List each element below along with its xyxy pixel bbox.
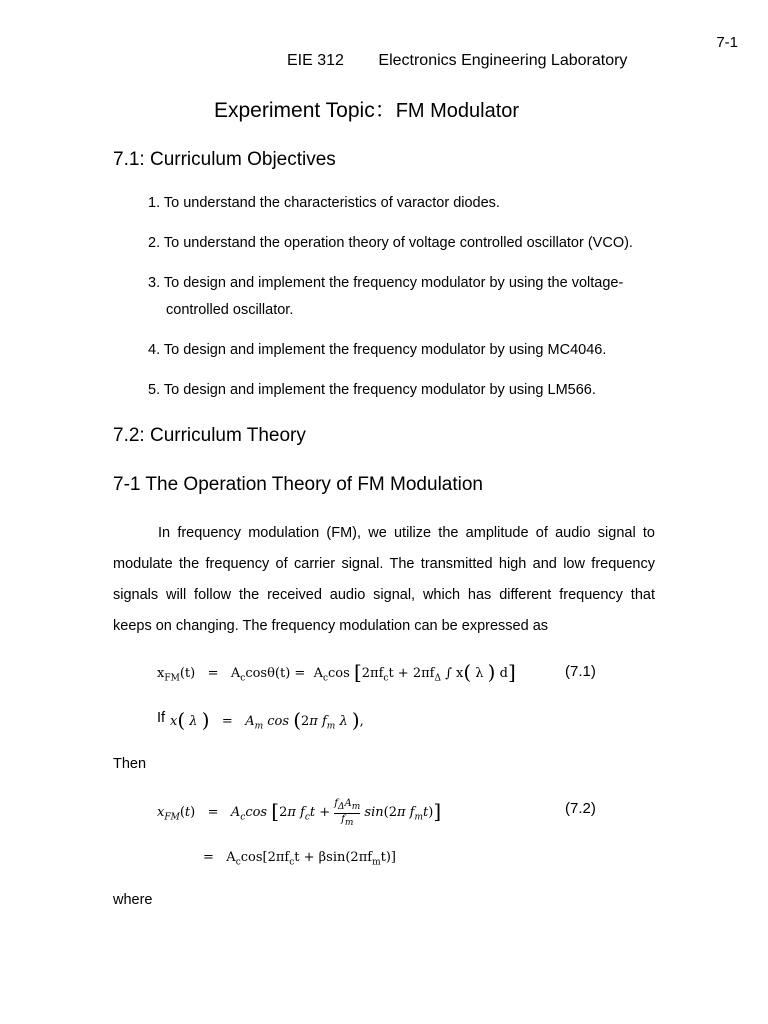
- topic-title: FM Modulator: [395, 100, 520, 122]
- section-heading-theory: 7.2: Curriculum Theory: [113, 425, 306, 446]
- section-heading-objectives: 7.1: Curriculum Objectives: [113, 149, 336, 170]
- experiment-topic: [214, 94, 519, 124]
- topic-label: Experiment Topic：: [214, 99, 396, 122]
- paragraph-text: In frequency modulation (FM), we utilize the amplitude of audio signal to modulate the frequency of carrier signal. The transmitted high and low frequency signals will follow the received audio signal, which has different frequency that keeps on changing. The frequency modulation can be expressed as: [113, 525, 655, 634]
- page-number: 7-1: [716, 34, 738, 51]
- objective-item: 5. To design and implement the frequency modulator by using LM566.: [148, 382, 596, 398]
- body-paragraph: [113, 518, 655, 642]
- equation-7-2: $x_{FM}(t) = A_c\cos$ [2π $f_ct$ + $\frac{f_\Delta A_m}{f_m}$ sin(2π $f_mt$)]: [157, 798, 442, 828]
- page-header: [287, 52, 627, 70]
- equation-number: (7.2): [565, 800, 596, 817]
- section-heading-fm-theory: 7-1 The Operation Theory of FM Modulation: [113, 474, 483, 495]
- course-code: EIE 312: [287, 52, 344, 69]
- equation-7-2-continued: = $A_c\cos[2\pi f_ct + \beta\sin(2\pi f_mt)]$: [203, 850, 396, 868]
- objective-item-continuation: controlled oscillator.: [166, 302, 294, 318]
- where-label: where: [113, 892, 153, 908]
- objective-item: 2. To understand the operation theory of voltage controlled oscillator (VCO).: [148, 235, 633, 251]
- objective-item: 1. To understand the characteristics of varactor diodes.: [148, 195, 500, 211]
- objective-item: 4. To design and implement the frequency modulator by using MC4046.: [148, 342, 607, 358]
- if-label: If: [157, 710, 166, 726]
- equation-7-1: $x_{FM}(t) = A_c\cos\theta(t) = A_c\cos$ [$2\pi f_ct + 2\pi f_\Delta$ ∫ x( λ ) d]: [157, 660, 516, 684]
- equation-number: (7.1): [565, 663, 596, 680]
- then-label: Then: [113, 756, 147, 772]
- equation-if-condition: x( λ ) = $A_m$ cos (2π $f_m$ λ ),: [170, 708, 364, 732]
- objective-item: 3. To design and implement the frequency modulator by using the voltage-: [148, 275, 624, 291]
- lab-name: Electronics Engineering Laboratory: [378, 52, 628, 69]
